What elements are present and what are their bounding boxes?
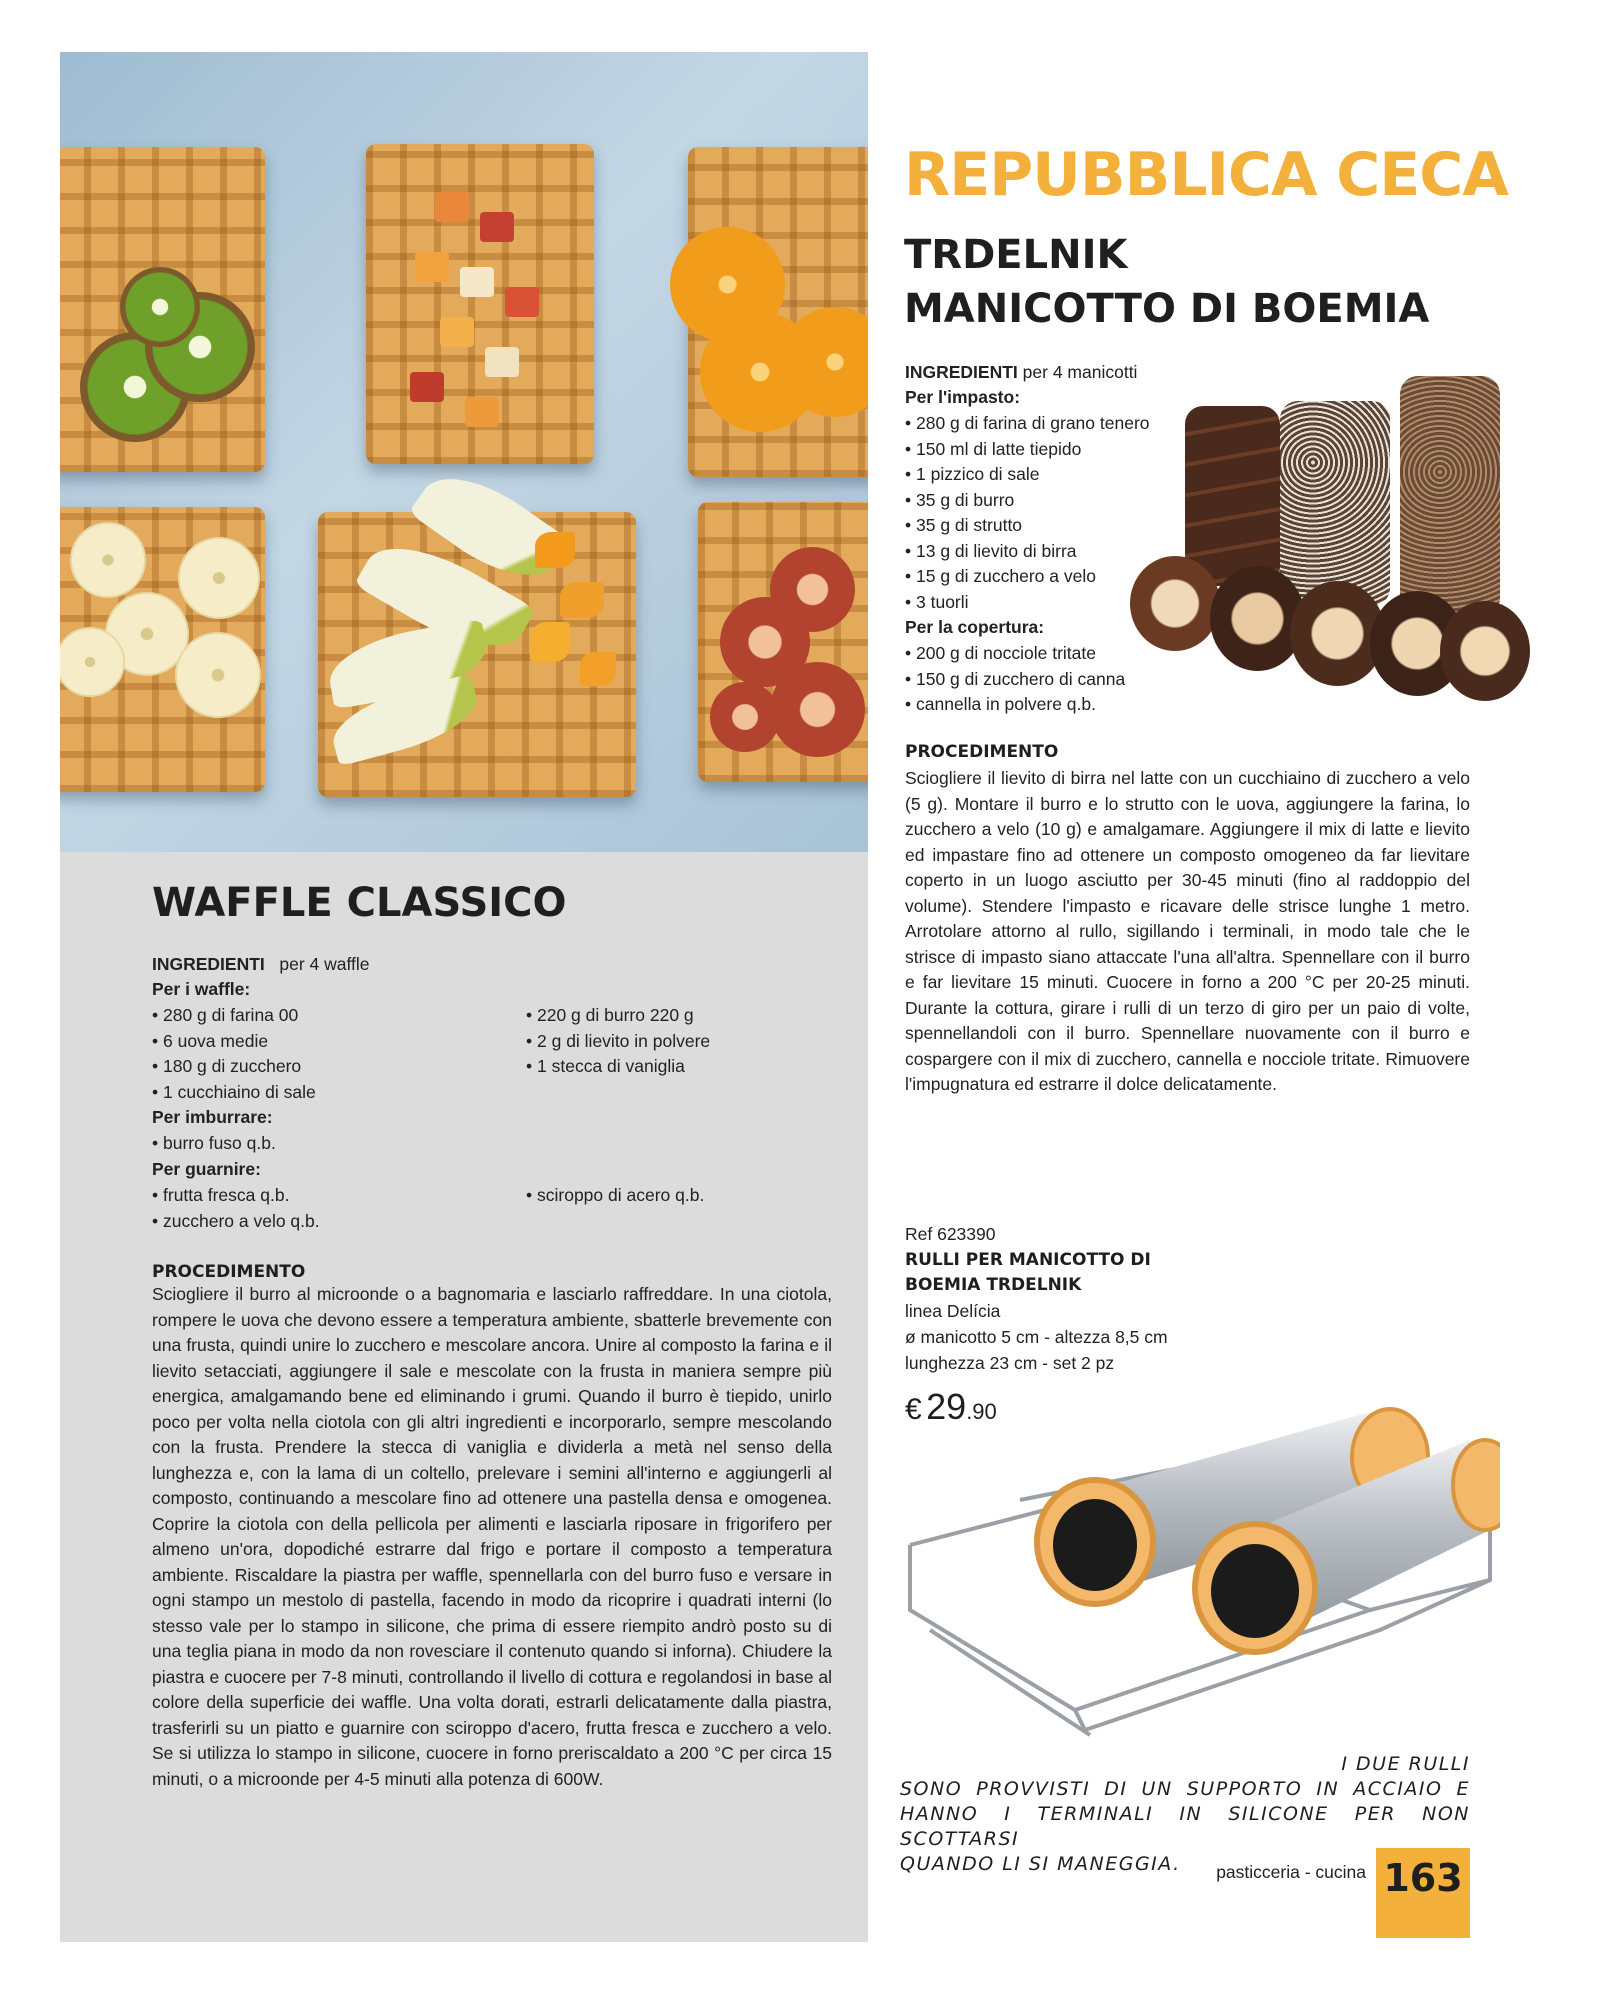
peach-cube bbox=[465, 397, 499, 427]
list-item: • 280 g di farina 00 bbox=[152, 1003, 316, 1029]
topping-items bbox=[905, 641, 1125, 718]
list-item: • 180 g di zucchero bbox=[152, 1054, 316, 1080]
peach-cube bbox=[435, 192, 469, 222]
waffle-photo bbox=[60, 52, 868, 852]
group-topping-label: Per la copertura: bbox=[905, 617, 1045, 637]
product-name-line2: BOEMIA TRDELNIK bbox=[905, 1275, 1082, 1295]
note-line2: SONO PROVVISTI DI UN SUPPORTO IN ACCIAIO E bbox=[900, 1778, 1470, 1800]
orange-piece bbox=[560, 582, 604, 618]
list-item: • 1 cucchiaino di sale bbox=[152, 1080, 316, 1106]
trdelnik-sugar bbox=[1400, 376, 1500, 616]
banana-slice bbox=[70, 522, 146, 598]
group-butter-label: Per imburrare: bbox=[152, 1107, 273, 1127]
list-item: • 3 tuorli bbox=[905, 590, 1150, 616]
garnish-col2 bbox=[526, 1183, 704, 1209]
ingredients-serving: per 4 waffle bbox=[279, 954, 370, 974]
list-item: • 150 g di zucchero di canna bbox=[905, 667, 1125, 693]
trdelnik-title bbox=[904, 228, 1429, 336]
price-decimal: .90 bbox=[966, 1399, 997, 1424]
trdelnik-coconut bbox=[1280, 401, 1390, 606]
waffle-recipe-panel bbox=[60, 852, 868, 1942]
price-integer: 29 bbox=[926, 1386, 967, 1427]
ingredients-serving: per 4 manicotti bbox=[1022, 362, 1138, 382]
orange-piece bbox=[535, 532, 575, 568]
waffle-procedure-text: Sciogliere il burro al microonde o a bagnomaria e lasciarlo raffreddare. In una ciotola, rompere le uova che devono essere a temperatura ambiente, sbatterle brevemente con una frusta, quindi unire lo zucchero e mescolare ancora. Unire al composto la farina e il lievito setacciati, aggiungere il sale e mescolate con la frusta in maniera sempre più energica, amalgamando bene ed eliminando i grumi. Quando il burro è tiepido, unirlo poco per volta nella ciotola con gli altri ingredienti e incorporarlo, sempre mescolando con la frusta. Prendere la stecca di vaniglia e dividerla a metà nel senso della lunghezza e, con la lama di un coltello, prelevare i semini all'interno e aggiungerli al composto, continuando a mescolare fino ad ottenere una pastella densa e omogenea. Coprire la ciotola con della pellicola per alimenti e lasciarla riposare in frigorifero per almeno un'ora, dopodiché estrarre dal frigo e portare il composto a temperatura ambiente. Riscaldare la piastra per waffle, spennellarla con del burro fuso e versare in ogni stampo un mestolo di pastella, facendo in modo da ricoprire i quadrati interni (lo stesso vale per lo stampo in silicone, che prima di essere riempito andrò posto su di una teglia piana in modo da non rovesciare il contenuto quando si inforna). Chiudere la piastra e cuocere per 7-8 minuti, controllando il livello di cottura e regolandosi in base al colore della superficie dei waffle. Una volta dorati, estrarli delicatamente dalla piastra, trasferirli su un piatto e guarnire con sciroppo d'acero, frutta fresca e zucchero a velo. Se si utilizza lo stampo in silicone, cuocere in forno preriscaldato a 200 °C per circa 15 minuti, o a microonde per 4-5 minuti alla potenza di 600W. bbox=[152, 1284, 832, 1789]
peach-cube bbox=[415, 252, 449, 282]
product-line: linea Delícia bbox=[905, 1301, 1001, 1321]
plum-cube bbox=[505, 287, 539, 317]
list-item: • 2 g di lievito in polvere bbox=[526, 1029, 710, 1055]
product-dimensions: ø manicotto 5 cm - altezza 8,5 cm bbox=[905, 1327, 1168, 1347]
garnish-col1 bbox=[152, 1183, 320, 1234]
trdelnik-photo bbox=[1120, 376, 1530, 706]
country-title: REPUBBLICA CECA bbox=[904, 140, 1508, 210]
list-item: • 280 g di farina di grano tenero bbox=[905, 411, 1150, 437]
note-line3: HANNO I TERMINALI IN SILICONE PER NON SCOTTARSI bbox=[900, 1803, 1470, 1850]
footer-section: pasticceria - cucina bbox=[1216, 1862, 1366, 1882]
waffle-ingredients-col2 bbox=[526, 1003, 710, 1080]
list-item: • 15 g di zucchero a velo bbox=[905, 564, 1150, 590]
product-ref: Ref 623390 bbox=[905, 1224, 996, 1244]
plum-cube bbox=[410, 372, 444, 402]
product-name bbox=[905, 1248, 1151, 1298]
trdelnik-plain bbox=[1185, 406, 1280, 586]
trdelnik-sliced bbox=[1440, 601, 1530, 701]
ingredients-label: INGREDIENTI bbox=[905, 362, 1018, 382]
banana-slice bbox=[178, 537, 260, 619]
apple-cube bbox=[460, 267, 494, 297]
dough-items bbox=[905, 411, 1150, 615]
trdelnik-sliced bbox=[1130, 556, 1220, 651]
waffle-ingredients-header bbox=[152, 952, 370, 978]
orange-piece bbox=[580, 652, 616, 686]
list-item: • 220 g di burro 220 g bbox=[526, 1003, 710, 1029]
product-name-line1: RULLI PER MANICOTTO DI bbox=[905, 1250, 1151, 1270]
ingredients-label: INGREDIENTI bbox=[152, 954, 265, 974]
list-item: • sciroppo di acero q.b. bbox=[526, 1183, 704, 1209]
note-line1: I DUE RULLI bbox=[1341, 1753, 1470, 1775]
list-item: • cannella in polvere q.b. bbox=[905, 692, 1125, 718]
list-item: • 150 ml di latte tiepido bbox=[905, 437, 1150, 463]
list-item: • 35 g di burro bbox=[905, 488, 1150, 514]
group-dough-label: Per l'impasto: bbox=[905, 387, 1021, 407]
kiwi-slice bbox=[120, 267, 200, 347]
note-line4: QUANDO LI SI MANEGGIA. bbox=[900, 1853, 1181, 1875]
trdelnik-procedure-title: PROCEDIMENTO bbox=[905, 742, 1059, 762]
list-item: • 13 g di lievito di birra bbox=[905, 539, 1150, 565]
list-item: • frutta fresca q.b. bbox=[152, 1183, 320, 1209]
list-item: • 6 uova medie bbox=[152, 1029, 316, 1055]
product-length-set: lunghezza 23 cm - set 2 pz bbox=[905, 1353, 1115, 1373]
waffle-procedure-title: PROCEDIMENTO bbox=[152, 1262, 306, 1282]
trdelnik-procedure-text: Sciogliere il lievito di birra nel latte con un cucchiaino di zucchero a velo (5 g). Montare il burro e lo strutto con le uova, aggiungere la farina, lo zucchero a velo (10 g) e amalgamare. Aggiungere il mix di latte e lievito ed impastare fino ad ottenere un composto omogeneo da far lievitare coperto in un luogo asciutto per 30-45 minuti (fino al raddoppio del volume). Stendere l'impasto e ricavare delle strisce lunghe 1 metro. Arrotolare attorno al rullo, sigillando i terminali, in modo tale che le strisce di impasto siano attaccate l'una all'altra. Spennellare con il burro e far lievitare 15 minuti. Cuocere in forno a 200 °C per 20-25 minuti. Durante la cottura, girare i rulli di un terzo di giro per un paio di volte, spennellandoli con il burro. Spennellare nuovamente con il burro e cospargere con il mix di zucchero, cannella e nocciole tritate. Rimuovere l'impugnatura ed estrarre il dolce delicatamente. bbox=[905, 768, 1470, 1094]
group-waffle-label: Per i waffle: bbox=[152, 979, 251, 999]
list-item: • burro fuso q.b. bbox=[152, 1131, 276, 1157]
list-item: • 1 stecca di vaniglia bbox=[526, 1054, 710, 1080]
list-item: • 200 g di nocciole tritate bbox=[905, 641, 1125, 667]
fig-slice bbox=[770, 662, 865, 757]
apple-cube bbox=[485, 347, 519, 377]
rollers-photo bbox=[900, 1350, 1500, 1750]
waffle-title: WAFFLE CLASSICO bbox=[152, 880, 567, 926]
list-item: • 35 g di strutto bbox=[905, 513, 1150, 539]
banana-slice bbox=[175, 632, 261, 718]
peach-cube bbox=[440, 317, 474, 347]
trdelnik-title-line2: MANICOTTO DI BOEMIA bbox=[904, 286, 1430, 332]
waffle-ingredients-col1 bbox=[152, 1003, 316, 1105]
plum-cube bbox=[480, 212, 514, 242]
trdelnik-ingredients-header bbox=[905, 360, 1137, 386]
group-garnish-label: Per guarnire: bbox=[152, 1159, 261, 1179]
list-item: • 1 pizzico di sale bbox=[905, 462, 1150, 488]
fig-slice bbox=[710, 682, 780, 752]
orange-piece bbox=[530, 622, 570, 662]
page-number: 163 bbox=[1376, 1848, 1470, 1938]
trdelnik-title-line1: TRDELNIK bbox=[904, 232, 1128, 278]
price-currency: € bbox=[905, 1393, 922, 1426]
list-item: • zucchero a velo q.b. bbox=[152, 1209, 320, 1235]
butter-items bbox=[152, 1131, 276, 1157]
